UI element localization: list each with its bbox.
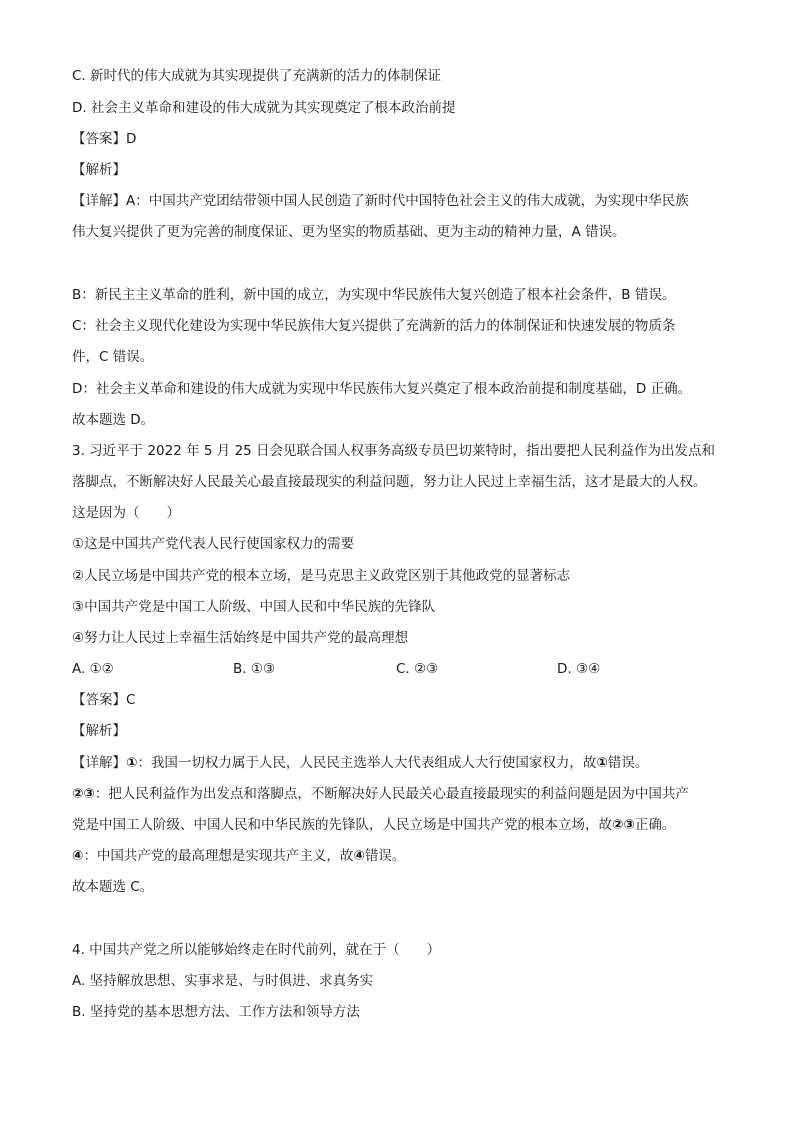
q3-stem-line3: 这是因为（ ） [72, 505, 180, 521]
q2-detail-a-line2: 伟大复兴提供了更为完善的制度保证、更为坚实的物质基础、更为主动的精神力量，A 错误。 [72, 224, 626, 240]
marker: ②③ [72, 786, 95, 802]
q3-option-a: A. ①② [72, 661, 114, 677]
detail-text: ：中国共产党的最高理想是实现共产主义，故 [83, 848, 354, 864]
marker: ① [126, 755, 138, 771]
q4-option-a: A. 坚持解放思想、实事求是、与时俱进、求真务实 [72, 973, 374, 989]
detail-text: ：把人民利益作为出发点和落脚点，不断解决好人民最关心最直接最现实的利益问题是因为中国共产 [94, 786, 689, 802]
detail-text: 错误。 [607, 755, 649, 771]
detail-text: A：中国共产党团结带领中国人民创造了新时代中国特色社会主义的伟大成就，为实现中华民族 [126, 193, 689, 209]
marker: ④ [353, 848, 365, 864]
q3-statement-1: ①这是中国共产党代表人民行使国家权力的需要 [72, 536, 355, 552]
q4-option-b: B. 坚持党的基本思想方法、工作方法和领导方法 [72, 1004, 360, 1020]
q3-option-b: B. ①③ [233, 661, 276, 677]
q3-option-d: D. ③④ [557, 661, 601, 677]
q3-statement-3: ③中国共产党是中国工人阶级、中国人民和中华民族的先锋队 [72, 599, 436, 615]
answer-tag: 【答案】 [72, 131, 126, 147]
q2-detail-b: B：新民主主义革命的胜利，新中国的成立，为实现中华民族伟大复兴创造了根本社会条件，B 错误。 [72, 287, 676, 303]
marker: ① [596, 755, 608, 771]
q2-option-c: C. 新时代的伟大成就为其实现提供了充满新的活力的体制保证 [72, 68, 442, 84]
q3-answer-line [72, 691, 135, 709]
q3-statement-2: ②人民立场是中国共产党的根本立场，是马克思主义政党区别于其他政党的显著标志 [72, 568, 571, 584]
q4-stem: 4. 中国共产党之所以能够始终走在时代前列，就在于（ ） [72, 942, 441, 958]
q3-detail-line2 [72, 785, 689, 803]
detail-text: 党是中国工人阶级、中国人民和中华民族的先锋队，人民立场是中国共产党的根本立场，故 [72, 817, 612, 833]
q2-detail-d: D：社会主义革命和建设的伟大成就为实现中华民族伟大复兴奠定了根本政治前提和制度基础，D 正确。 [72, 381, 692, 397]
q3-analysis-tag: 【解析】 [72, 723, 126, 739]
answer-tag: 【答案】 [72, 692, 126, 708]
q3-stem-line1: 3. 习近平于 2022 年 5 月 25 日会见联合国人权事务高级专员巴切莱特时，指出要把人民利益作为出发点和 [72, 443, 716, 459]
q3-detail-line4 [72, 847, 405, 865]
q3-stem-line2: 落脚点，不断解决好人民最关心最直接最现实的利益问题，努力让人民过上幸福生活，这才是最大的人权。 [72, 474, 707, 490]
q2-option-d: D. 社会主义革命和建设的伟大成就为其实现奠定了根本政治前提 [72, 100, 456, 116]
marker: ④ [72, 848, 84, 864]
q3-option-c: C. ②③ [396, 661, 439, 677]
q3-detail-line1 [72, 754, 648, 772]
marker: ②③ [612, 817, 635, 833]
detail-tag: 【详解】 [72, 193, 126, 209]
q3-statement-4: ④努力让人民过上幸福生活始终是中国共产党的最高理想 [72, 630, 409, 646]
q2-analysis-tag: 【解析】 [72, 162, 126, 178]
q2-detail-a-line1 [72, 192, 689, 210]
q3-conclusion: 故本题选 C。 [72, 879, 154, 895]
q2-conclusion: 故本题选 D。 [72, 412, 155, 428]
answer-value: D [126, 131, 137, 147]
detail-text: 正确。 [634, 817, 676, 833]
q3-detail-line3 [72, 816, 675, 834]
q2-detail-c-line2: 件，C 错误。 [72, 349, 154, 365]
q2-detail-c-line1: C：社会主义现代化建设为实现中华民族伟大复兴提供了充满新的活力的体制保证和快速发展的物质条 [72, 318, 676, 334]
detail-text: ：我国一切权力属于人民，人民民主选举人大代表组成人大行使国家权力，故 [137, 755, 597, 771]
detail-tag: 【详解】 [72, 755, 126, 771]
q2-answer-line [72, 130, 136, 148]
answer-value: C [126, 692, 136, 708]
detail-text: 错误。 [364, 848, 406, 864]
